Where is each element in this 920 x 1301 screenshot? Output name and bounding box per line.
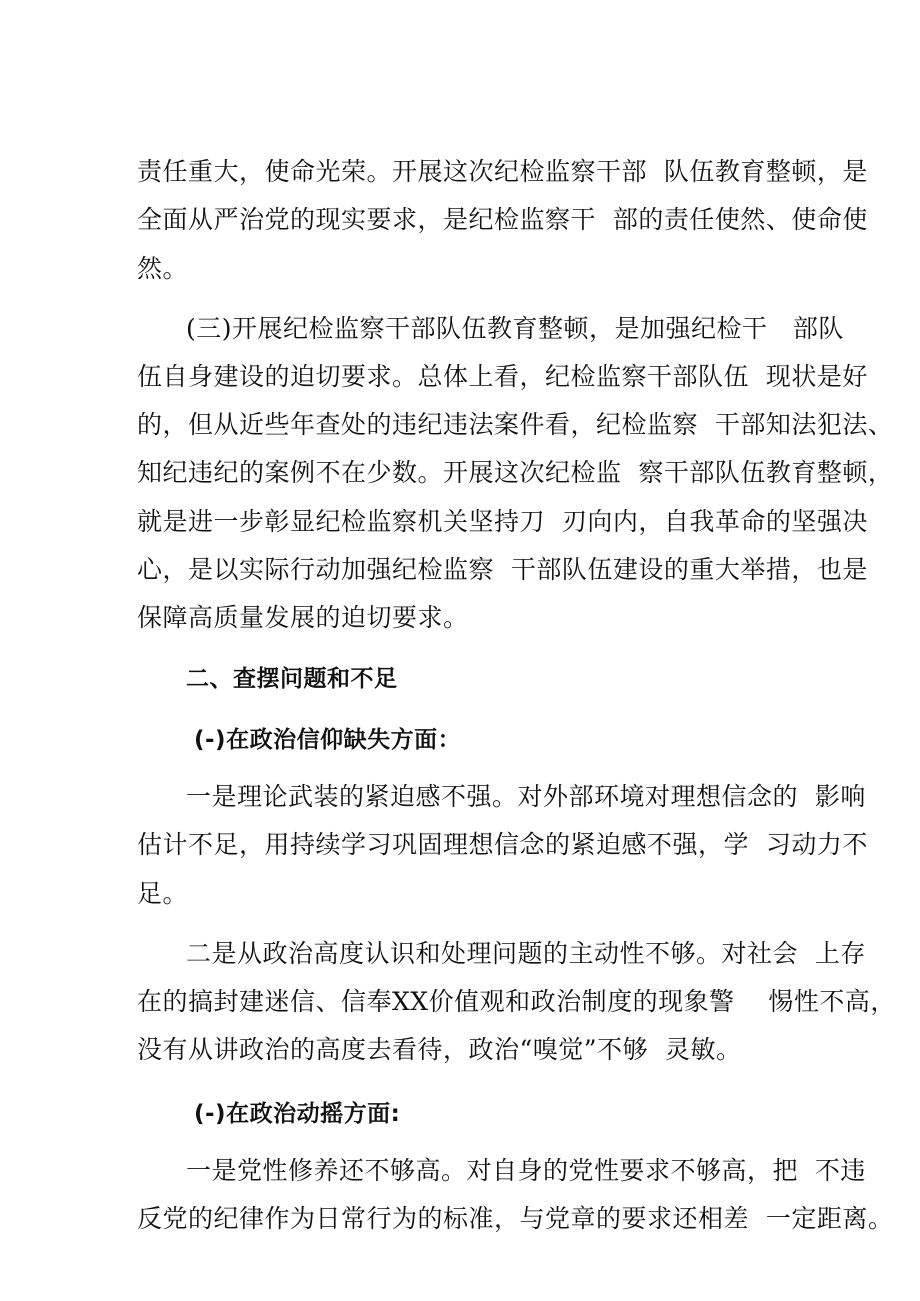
text: 责任重大，使命光荣。开展这次纪检监察干部 队伍教育整顿，是 bbox=[137, 157, 868, 186]
subheading-2 bbox=[0, 1054, 920, 1127]
paragraph-2-line-1 bbox=[0, 269, 920, 343]
paragraph-2-line-4 bbox=[0, 413, 920, 487]
text: 没有从讲政治的高度去看待，政治“嗅觉”不够 灵敏。 bbox=[137, 1035, 742, 1064]
text: 二是从政治高度认识和处理问题的主动性不够。对社会 上存 bbox=[186, 939, 866, 968]
paragraph-2-line-3 bbox=[0, 365, 920, 439]
paragraph-3-line-3 bbox=[0, 834, 920, 908]
paragraph-1-line-2 bbox=[0, 160, 920, 234]
text: 估计不足，用持续学习巩固理想信念的紧迫感不强，学 习动力不 bbox=[137, 830, 868, 859]
paragraph-1-line-1 bbox=[0, 112, 920, 186]
text: 足。 bbox=[137, 879, 189, 908]
paragraph-1-line-3 bbox=[0, 209, 920, 283]
text: 的，但从近些年查处的违纪违法案件看，纪检监察 干部知法犯法、 bbox=[137, 410, 894, 439]
text: (三)开展纪检监察干部队伍教育整顿，是加强纪检干 部队 bbox=[186, 314, 844, 343]
paragraph-3-line-2 bbox=[0, 785, 920, 859]
text: 保障高质量发展的迫切要求。 bbox=[137, 603, 469, 632]
text: 知纪违纪的案例不在少数。开展这次纪检监 察干部队伍教育整顿， bbox=[137, 458, 894, 487]
text: 心，是以实际行动加强纪检监察 干部队伍建设的重大举措，也是 bbox=[137, 555, 868, 584]
paragraph-5-line-1 bbox=[0, 1111, 920, 1185]
text: 反党的纪律作为日常行为的标准，与党章的要求还相差 一定距离。 bbox=[137, 1204, 894, 1233]
text: 二、查摆问题和不足 bbox=[186, 666, 398, 692]
paragraph-2-line-6 bbox=[0, 510, 920, 584]
text: 在的搞封建迷信、信奉XX价值观和政治制度的现象警 惕性不高， bbox=[137, 987, 896, 1016]
text: 一是理论武装的紧迫感不强。对外部环境对理想信念的 影响 bbox=[186, 782, 866, 811]
section-heading bbox=[0, 619, 920, 692]
text: (-)在政治信仰缺失方面： bbox=[194, 727, 462, 753]
paragraph-4-line-2 bbox=[0, 942, 920, 1016]
subheading-1 bbox=[0, 680, 920, 753]
text: 就是进一步彰显纪检监察机关坚持刀 刃向内，自我革命的坚强决 bbox=[137, 507, 868, 536]
paragraph-5-line-2 bbox=[0, 1159, 920, 1233]
text: 一是党性修养还不够高。对自身的党性要求不够高，把 不违 bbox=[186, 1156, 866, 1185]
paragraph-4-line-3 bbox=[0, 990, 920, 1064]
text: 全面从严治党的现实要求，是纪检监察干 部的责任使然、使命使 bbox=[137, 205, 868, 234]
text: (-)在政治动摇方面: bbox=[194, 1101, 401, 1127]
paragraph-2-line-7 bbox=[0, 558, 920, 632]
text: 伍自身建设的迫切要求。总体上看，纪检监察干部队伍 现状是好 bbox=[137, 362, 868, 391]
paragraph-2-line-5 bbox=[0, 462, 920, 536]
paragraph-2-line-2 bbox=[0, 317, 920, 391]
text: 然。 bbox=[137, 254, 189, 283]
paragraph-4-line-1 bbox=[0, 894, 920, 968]
paragraph-3-line-1 bbox=[0, 737, 920, 811]
